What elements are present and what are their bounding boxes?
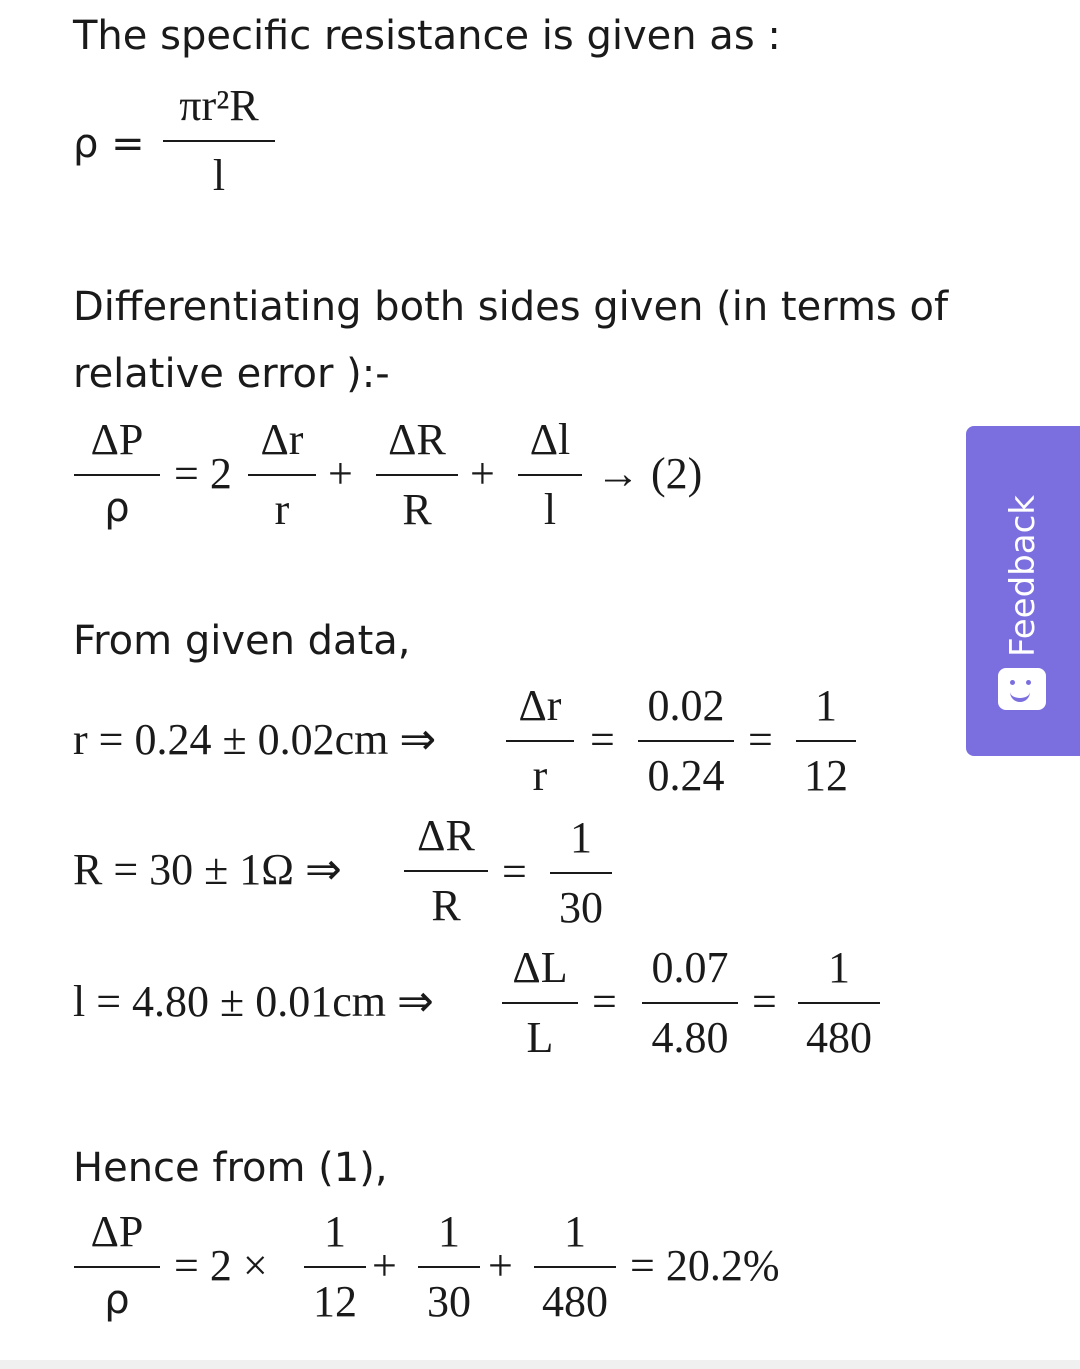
row-r-lhs: r = 0.24 ± 0.02cm ⇒: [73, 715, 437, 764]
given-text: From given data,: [73, 618, 411, 664]
fraction-bar: [418, 1266, 480, 1268]
row-l-frac-b: [642, 943, 738, 1062]
row-r-frac-b: [638, 681, 734, 800]
row-l-c-den: 480: [806, 1013, 872, 1062]
row-r-frac-c: [796, 681, 856, 800]
fraction-bar: [502, 1002, 578, 1004]
row-r-b-den: 0.24: [647, 751, 725, 800]
row-R-frac-a: [404, 811, 488, 930]
smiley-icon[interactable]: [998, 668, 1046, 710]
row-r-c-num: 1: [815, 681, 837, 730]
row-R-b-den: 30: [559, 883, 603, 932]
eq2-fraction-r: [248, 415, 316, 534]
row-l-eq2: =: [752, 977, 777, 1026]
fraction-bar: [638, 740, 734, 742]
row-r-eq2: =: [748, 715, 773, 764]
final-f2-num: 1: [438, 1207, 460, 1256]
eq1-numerator: πr²R: [179, 81, 259, 130]
final-times: = 2 ×: [174, 1241, 268, 1290]
diff-line1: Differentiating both sides given (in terms of: [73, 284, 949, 330]
bottom-divider: [0, 1360, 1080, 1369]
fraction-bar: [304, 1266, 366, 1268]
row-R-a-den: R: [431, 881, 461, 930]
eq2-fraction-R: [376, 415, 458, 534]
row-r-a-num: Δr: [518, 681, 562, 730]
intro-text: The specific resistance is given as :: [73, 13, 781, 59]
final-frac-1: [304, 1207, 366, 1326]
eq2-f3-den: l: [543, 485, 557, 534]
fraction-bar: [518, 474, 582, 476]
final-lhs-fraction: [74, 1207, 160, 1323]
final-f1-num: 1: [324, 1207, 346, 1256]
fraction-bar: [550, 872, 612, 874]
fraction-bar: [798, 1002, 880, 1004]
row-l-c-num: 1: [828, 943, 850, 992]
final-lhs-den: ρ: [104, 1277, 130, 1323]
fraction-bar: [74, 474, 160, 476]
row-r-eq1: =: [590, 715, 615, 764]
hence-text: Hence from (1),: [73, 1145, 388, 1191]
eq2-f2-den: R: [402, 485, 432, 534]
eq1-denominator: l: [212, 151, 226, 200]
row-R-a-num: ΔR: [417, 811, 475, 860]
row-r-a-den: r: [532, 751, 548, 800]
row-l-lhs: l = 4.80 ± 0.01cm ⇒: [73, 977, 434, 1026]
final-f1-den: 12: [313, 1277, 357, 1326]
row-R-eq1: =: [502, 847, 527, 896]
feedback-label[interactable]: Feedback: [1003, 495, 1043, 657]
fraction-bar: [248, 474, 316, 476]
feedback-tab[interactable]: [966, 426, 1080, 756]
row-r-b-num: 0.02: [647, 681, 725, 730]
row-l-b-num: 0.07: [651, 943, 729, 992]
fraction-bar: [642, 1002, 738, 1004]
row-R-frac-b: [550, 813, 612, 932]
diff-line2: relative error ):-: [73, 351, 390, 397]
row-R-b-num: 1: [570, 813, 592, 862]
eq2-plus1: +: [328, 449, 353, 498]
fraction-bar: [376, 474, 458, 476]
final-f3-num: 1: [564, 1207, 586, 1256]
eq2-plus2: +: [470, 449, 495, 498]
fraction-bar: [796, 740, 856, 742]
row-l-a-den: L: [526, 1013, 554, 1062]
eq2-lhs-fraction: [74, 415, 160, 531]
row-r-c-den: 12: [804, 751, 848, 800]
row-l-frac-a: [502, 943, 578, 1062]
eq2-f2-num: ΔR: [388, 415, 446, 464]
row-R-lhs: R = 30 ± 1Ω ⇒: [73, 845, 342, 894]
fraction-bar: [404, 870, 488, 872]
fraction-bar: [534, 1266, 616, 1268]
final-plus1: +: [372, 1241, 397, 1290]
final-plus2: +: [488, 1241, 513, 1290]
row-l-b-den: 4.80: [651, 1013, 729, 1062]
fraction-bar: [74, 1266, 160, 1268]
row-r-frac-a: [506, 681, 574, 800]
eq2-tag: → (2): [596, 449, 703, 498]
row-l-frac-c: [798, 943, 880, 1062]
final-frac-3: [534, 1207, 616, 1326]
fraction-bar: [163, 140, 275, 142]
eq2-fraction-l: [518, 415, 582, 534]
final-result: = 20.2%: [630, 1241, 780, 1290]
eq2-equals-two: = 2: [174, 449, 232, 498]
eq2-lhs-den: ρ: [104, 485, 130, 531]
row-l-a-num: ΔL: [512, 943, 568, 992]
eq1-fraction: [163, 81, 275, 200]
fraction-bar: [506, 740, 574, 742]
final-lhs-num: ΔP: [90, 1207, 144, 1256]
eq1-lhs: ρ =: [73, 121, 145, 167]
final-f3-den: 480: [542, 1277, 608, 1326]
eq2-f1-den: r: [274, 485, 290, 534]
eq2-f3-num: Δl: [529, 415, 571, 464]
final-f2-den: 30: [427, 1277, 471, 1326]
row-l-eq1: =: [592, 977, 617, 1026]
eq2-lhs-num: ΔP: [90, 415, 144, 464]
eq2-f1-num: Δr: [260, 415, 304, 464]
final-frac-2: [418, 1207, 480, 1326]
